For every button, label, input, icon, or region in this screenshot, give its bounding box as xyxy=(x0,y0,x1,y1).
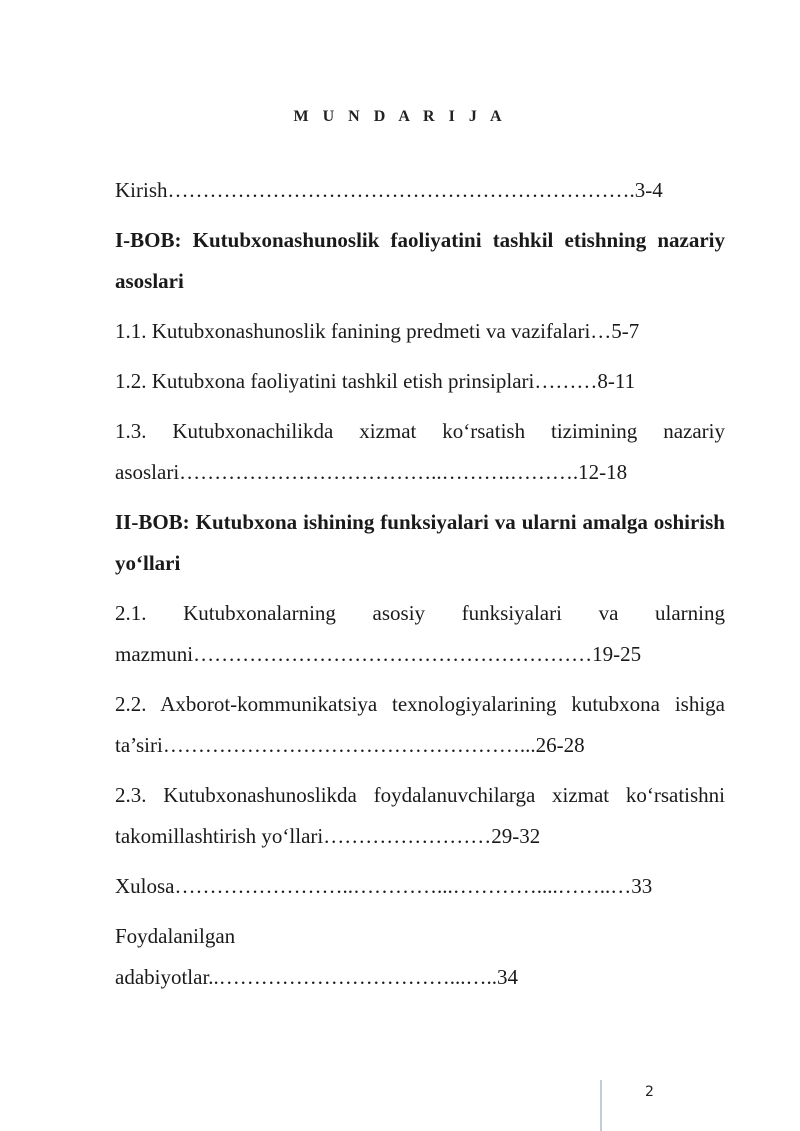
toc-entry-1-2: 1.2. Kutubxona faoliyatini tashkil etish prinsiplari………8-11 xyxy=(115,369,636,393)
toc-entry-1-1: 1.1. Kutubxonashunoslik fanining predmeti va vazifalari…5-7 xyxy=(115,319,640,343)
table-of-contents xyxy=(115,170,725,998)
toc-entry-references-line-1: Foydalanilgan xyxy=(115,924,236,948)
toc-entry-references-line-2: adabiyotlar..……………………………...…..34 xyxy=(115,965,519,989)
toc-entry-2-3: 2.3. Kutubxonashunoslikda foydalanuvchilarga xizmat ko‘rsatishni takomillashtirish yo‘llari……………………29-32 xyxy=(115,783,725,848)
toc-entry-1-3: 1.3. Kutubxonachilikda xizmat ko‘rsatish tizimining nazariy asoslari………………………………..……….……….12-18 xyxy=(115,419,725,484)
toc-entry-2-1: 2.1. Kutubxonalarning asosiy funksiyalari va ularning mazmuni…………………………………………………19-25 xyxy=(115,601,725,666)
page-number: 2 xyxy=(645,1084,654,1100)
page-title: M U N D A R I J A xyxy=(293,108,507,125)
toc-entry-intro: Kirish………………………………………………………….3-4 xyxy=(115,178,663,202)
toc-chapter-1: I-BOB: Kutubxonashunoslik faoliyatini tashkil etishning nazariy asoslari xyxy=(115,228,725,293)
toc-chapter-2: II-BOB: Kutubxona ishining funksiyalari va ularni amalga oshirish yo‘llari xyxy=(115,510,725,575)
page-margin-rule xyxy=(600,1080,602,1131)
toc-entry-references xyxy=(115,916,725,998)
toc-entry-conclusion: Xulosa……………………..…………...…………....……..…33 xyxy=(115,874,653,898)
toc-entry-2-2: 2.2. Axborot-kommunikatsiya texnologiyalarining kutubxona ishiga ta’siri……………………………………………...26-28 xyxy=(115,692,725,757)
